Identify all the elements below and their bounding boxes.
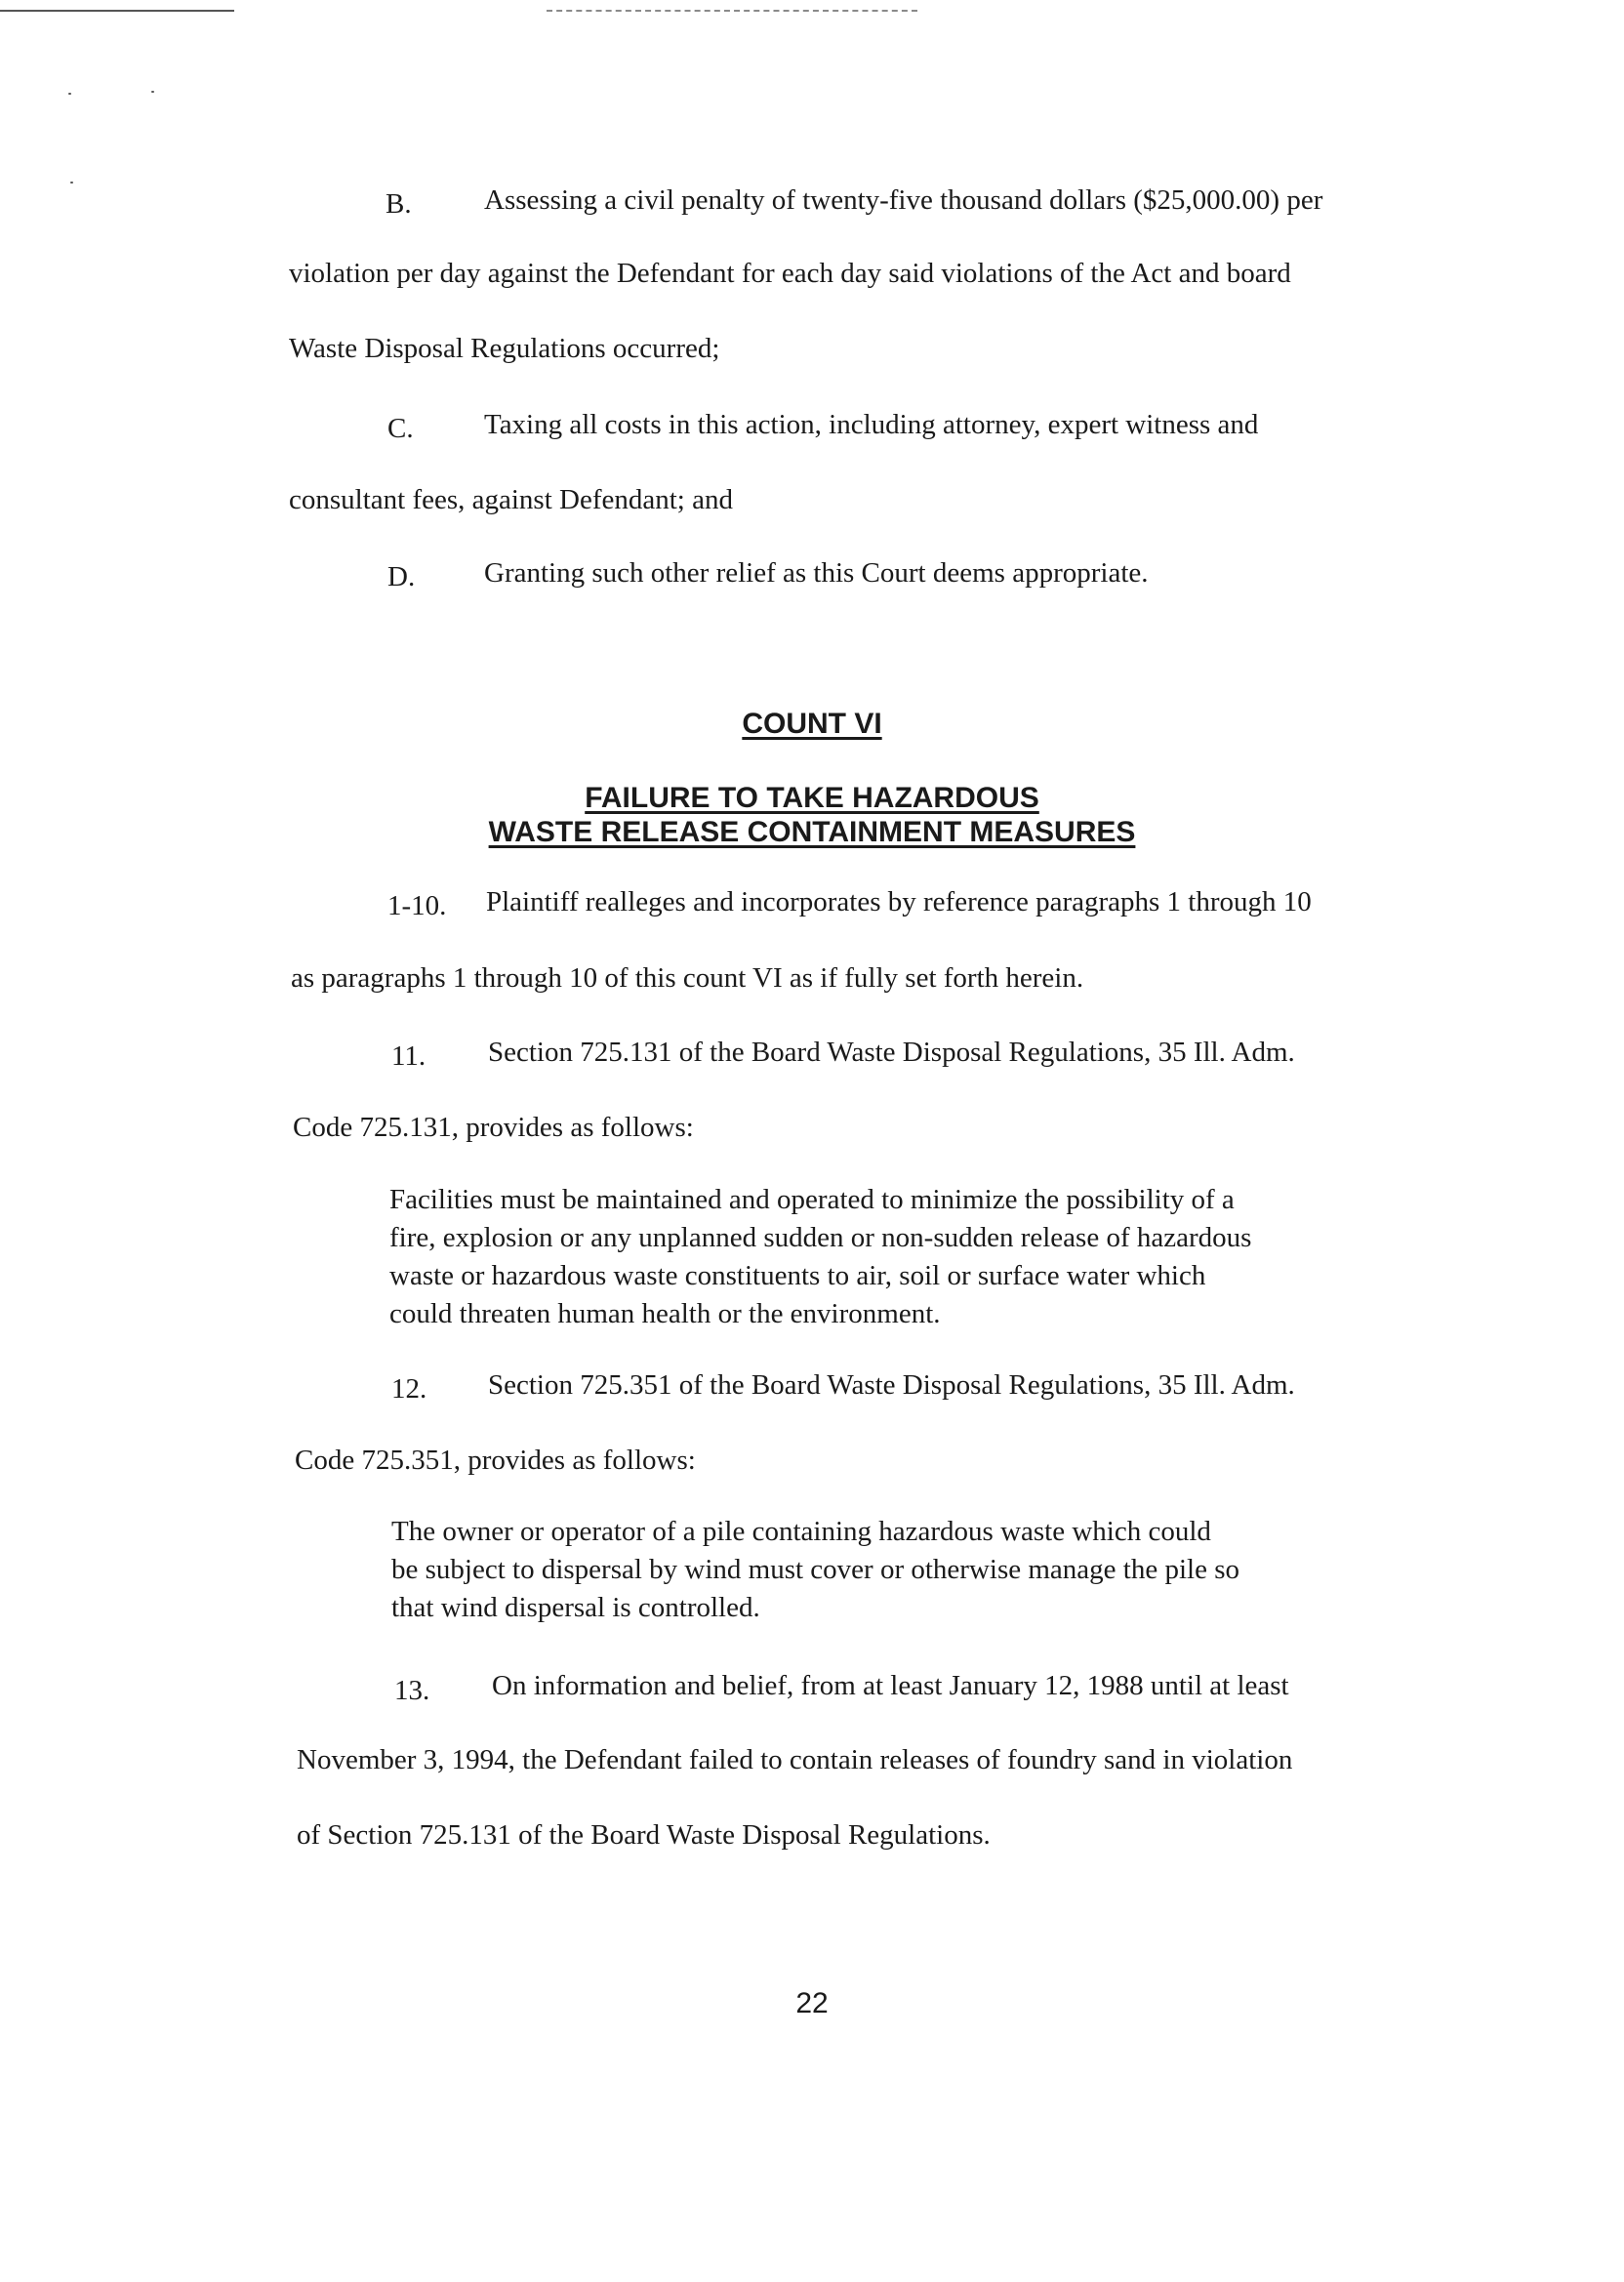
scan-speck: [70, 182, 73, 183]
paragraph-line: Code 725.131, provides as follows:: [293, 1112, 694, 1143]
count-subtitle-line-2: WASTE RELEASE CONTAINMENT MEASURES: [488, 816, 1136, 848]
paragraph-line: Code 725.351, provides as follows:: [295, 1445, 696, 1476]
relief-b-line: Waste Disposal Regulations occurred;: [289, 333, 720, 364]
paragraph-line: of Section 725.131 of the Board Waste Disposal Regulations.: [297, 1819, 991, 1851]
relief-b-label: B.: [386, 188, 412, 220]
quote-line: be subject to dispersal by wind must cover or otherwise manage the pile so: [391, 1554, 1239, 1585]
block-quote: [391, 1513, 1239, 1627]
block-quote: [389, 1181, 1251, 1333]
count-title: COUNT VI: [742, 708, 882, 740]
relief-b-line: violation per day against the Defendant for each day said violations of the Act and board: [289, 258, 1291, 289]
paragraph-label: 11.: [391, 1040, 426, 1072]
relief-d-line: Granting such other relief as this Court deems appropriate.: [484, 557, 1149, 589]
scan-speck: [68, 93, 71, 95]
quote-line: waste or hazardous waste constituents to air, soil or surface water which: [389, 1260, 1206, 1291]
paragraph-line: Section 725.131 of the Board Waste Disposal Regulations, 35 Ill. Adm.: [488, 1037, 1295, 1068]
count-subtitle-line-1: FAILURE TO TAKE HAZARDOUS: [585, 782, 1039, 814]
paragraph-line: November 3, 1994, the Defendant failed to contain releases of foundry sand in violation: [297, 1744, 1293, 1775]
relief-d-label: D.: [387, 561, 416, 592]
quote-line: could threaten human health or the environment.: [389, 1298, 941, 1329]
paragraph-line: Plaintiff realleges and incorporates by reference paragraphs 1 through 10: [486, 886, 1312, 917]
scan-speck: [151, 91, 154, 93]
scan-edge-line: [0, 10, 234, 12]
quote-line: fire, explosion or any unplanned sudden or non-sudden release of hazardous: [389, 1222, 1252, 1253]
relief-c-label: C.: [387, 413, 414, 444]
paragraph-label: 13.: [394, 1675, 430, 1706]
page-number: 22: [795, 1987, 829, 2019]
paragraph-label: 1-10.: [387, 890, 447, 921]
paragraph-line: On information and belief, from at least January 12, 1988 until at least: [492, 1670, 1289, 1701]
paragraph-line: as paragraphs 1 through 10 of this count VI as if fully set forth herein.: [291, 962, 1084, 994]
quote-line: Facilities must be maintained and operated to minimize the possibility of a: [389, 1184, 1235, 1215]
paragraph-label: 12.: [391, 1373, 427, 1405]
relief-c-line: Taxing all costs in this action, including attorney, expert witness and: [484, 409, 1259, 440]
quote-line: The owner or operator of a pile containing hazardous waste which could: [391, 1516, 1211, 1547]
relief-c-line: consultant fees, against Defendant; and: [289, 484, 733, 515]
paragraph-line: Section 725.351 of the Board Waste Disposal Regulations, 35 Ill. Adm.: [488, 1369, 1295, 1401]
quote-line: that wind dispersal is controlled.: [391, 1592, 760, 1623]
relief-b-line: Assessing a civil penalty of twenty-five thousand dollars ($25,000.00) per: [484, 184, 1323, 216]
scan-edge-dashes: [547, 10, 917, 12]
